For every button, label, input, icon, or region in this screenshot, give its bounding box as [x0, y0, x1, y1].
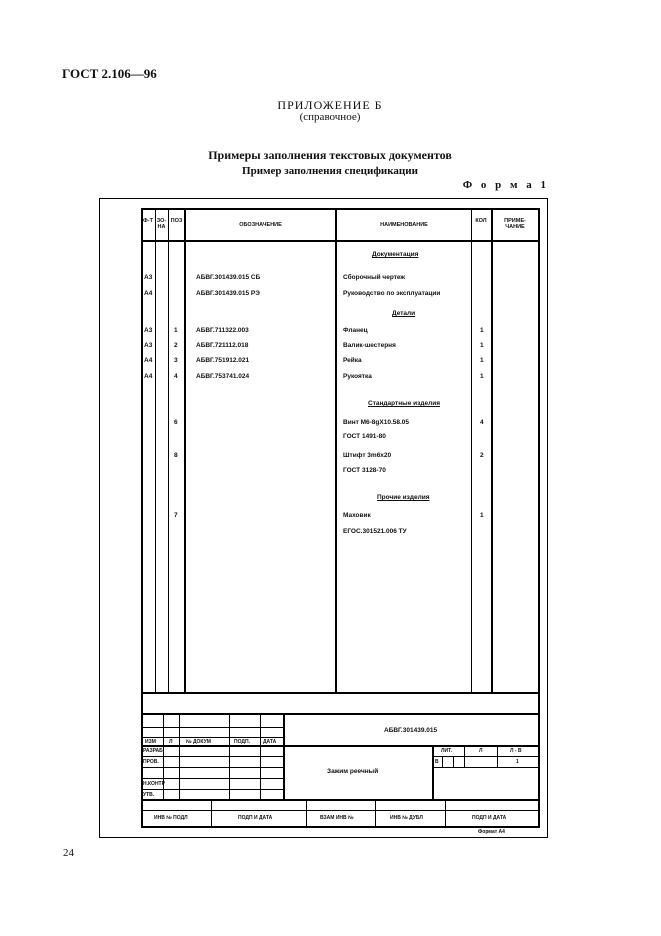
strip-sign-date-1: ПОДП И ДАТА	[238, 815, 273, 821]
row-format: А4	[144, 357, 153, 364]
row-designation: АБВГ.301439.015 СБ	[196, 274, 261, 281]
format-label: Формат А4	[478, 829, 505, 835]
row-pos: 2	[174, 342, 178, 349]
col-zone-header: ЗО-НА	[156, 218, 167, 230]
appendix-title: ПРИЛОЖЕНИЕ Б	[277, 98, 383, 112]
row-qty: 4	[480, 419, 484, 426]
row-pos: 8	[174, 452, 178, 459]
page-number: 24	[63, 847, 74, 859]
tb-col-date: ДАТА	[263, 739, 277, 745]
section-standard: Стандартные изделия	[368, 400, 441, 407]
row-name: Маховик	[343, 512, 371, 519]
tb-col-docno: № ДОКУМ	[186, 739, 211, 745]
row-pos: 6	[174, 419, 178, 426]
row-name: ЕГОС.301521.006 ТУ	[343, 528, 407, 535]
row-name: Винт М6-8gX10.58.05	[343, 419, 410, 426]
row-qty: 2	[480, 452, 484, 459]
tb-sheets-label: Л - В	[510, 748, 522, 754]
row-format: А4	[144, 373, 153, 380]
tb-col-sheet: Л	[169, 739, 173, 745]
row-name: ГОСТ 1491-80	[343, 433, 386, 440]
row-designation: АБВГ.753741.024	[196, 373, 250, 380]
tb-lit-label: ЛИТ.	[441, 748, 452, 754]
col-pos-header: ПОЗ	[170, 218, 183, 224]
row-name: Руководство по эксплуатации	[343, 290, 441, 297]
section-other: Прочие изделия	[377, 494, 430, 501]
form-label: Ф о р м а 1	[462, 179, 549, 191]
row-name: Фланец	[343, 327, 368, 334]
tb-col-change: ИЗМ	[145, 739, 156, 745]
strip-sign-date-2: ПОДП И ДАТА	[472, 815, 507, 821]
row-qty: 1	[480, 357, 484, 364]
row-qty: 1	[480, 512, 484, 519]
row-format: А4	[144, 290, 153, 297]
row-qty: 1	[480, 373, 484, 380]
row-designation: АБВГ.711322.003	[196, 327, 249, 334]
section-parts: Детали	[392, 310, 416, 317]
strip-inv-orig: ИНВ № ПОДЛ	[154, 815, 188, 821]
tb-role-checked: ПРОВ.	[143, 759, 159, 765]
tb-col-sign: ПОДП.	[234, 739, 250, 745]
col-designation-header: ОБОЗНАЧЕНИЕ	[239, 222, 282, 228]
col-note-header: ПРИМЕ-ЧАНИЕ	[504, 218, 526, 230]
row-qty: 1	[480, 342, 484, 349]
row-format: А3	[144, 274, 153, 281]
tb-role-normcontrol: Н.КОНТР	[143, 781, 165, 787]
tb-designation: АБВГ.301439.015	[384, 727, 438, 734]
row-designation: АБВГ.721112.018	[196, 342, 249, 349]
row-name: Рейка	[343, 357, 362, 364]
strip-inv-dup: ИНВ № ДУБЛ	[390, 815, 423, 821]
col-qty-header: КОЛ	[475, 218, 487, 224]
row-designation: АБВГ.301439.015 РЭ	[196, 290, 260, 297]
standard-number: ГОСТ 2.106—96	[62, 66, 157, 81]
tb-role-developed: РАЗРАБ.	[143, 748, 165, 754]
row-format: А3	[144, 342, 153, 349]
row-pos: 1	[174, 327, 178, 334]
tb-role-approved: УТВ.	[143, 792, 155, 798]
row-format: А3	[144, 327, 153, 334]
document-subtitle: Пример заполнения спецификации	[242, 165, 418, 177]
tb-sheet-label: Л	[479, 748, 483, 754]
tb-sheets-value: 1	[516, 759, 519, 765]
strip-replace-inv: ВЗАМ ИНВ №	[320, 815, 354, 821]
row-name: Сборочный чертеж	[343, 274, 406, 281]
document-title: Примеры заполнения текстовых документов	[208, 148, 452, 162]
col-name-header: НАИМЕНОВАНИЕ	[380, 222, 428, 228]
tb-product-name: Зажим реечный	[327, 768, 379, 775]
row-pos: 7	[174, 512, 178, 519]
row-name: ГОСТ 3128-70	[343, 467, 386, 474]
row-pos: 3	[174, 357, 178, 364]
row-name: Рукоятка	[343, 373, 372, 380]
row-qty: 1	[480, 327, 484, 334]
col-format-header: Ф-Т	[143, 218, 153, 224]
row-designation: АБВГ.751912.021	[196, 357, 250, 364]
tb-lit-value: В	[435, 759, 439, 765]
row-name: Валик-шестерня	[343, 342, 396, 349]
appendix-note: (справочное)	[299, 111, 361, 123]
row-name: Штифт 3m6x20	[343, 452, 392, 459]
row-pos: 4	[174, 373, 178, 380]
section-documentation: Документация	[372, 251, 419, 258]
